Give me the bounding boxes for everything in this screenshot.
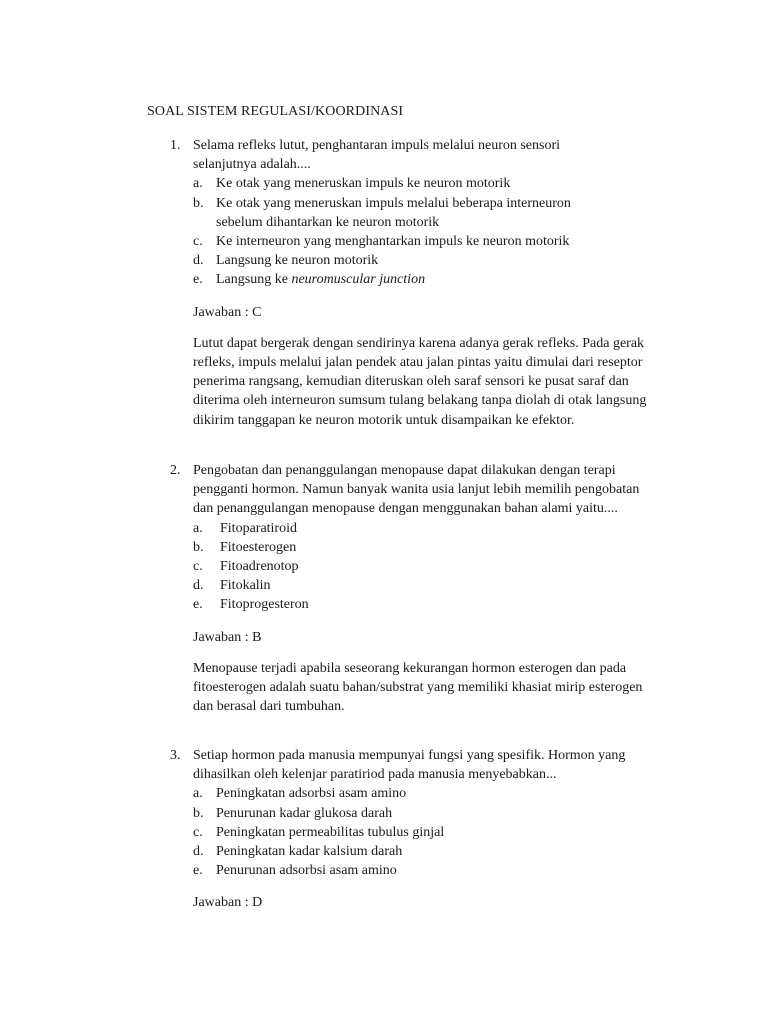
option-letter: c.: [193, 824, 203, 840]
option-letter: c.: [193, 234, 203, 250]
question-2: [170, 461, 670, 716]
explanation-text: Menopause terjadi apabila seseorang kekurangan hormon esterogen dan pada fitoesterogen adalah suatu bahan/substrat yang memiliki khasiat mirip esterogen dan berasal dari tumbuhan.: [193, 660, 643, 715]
question-3: [170, 746, 670, 913]
option-c: [193, 232, 633, 251]
question-number: 3.: [170, 748, 181, 763]
option-b: [193, 538, 670, 557]
option-text: Penurunan adsorbsi asam amino: [216, 863, 397, 879]
option-letter: d.: [193, 253, 204, 269]
option-e: [193, 595, 670, 614]
option-c: [193, 557, 670, 576]
option-letter: b.: [193, 539, 204, 555]
answer-label: Jawaban : C: [193, 304, 262, 320]
option-d: [193, 842, 670, 861]
option-d: [193, 251, 633, 270]
option-b: [193, 194, 616, 232]
option-letter: e.: [193, 272, 203, 288]
option-letter: e.: [193, 863, 203, 879]
option-letter: b.: [193, 195, 204, 211]
question-text: Selama refleks lutut, penghantaran impuls melalui neuron sensori selanjutnya adalah....: [193, 138, 561, 173]
option-text: Penurunan kadar glukosa darah: [216, 805, 393, 821]
question-text: Setiap hormon pada manusia mempunyai fungsi yang spesifik. Hormon yang dihasilkan oleh kelenjar paratiriod pada manusia menyebabkan...: [193, 748, 626, 783]
option-a: [193, 174, 633, 193]
option-text: Peningkatan kadar kalsium darah: [216, 844, 403, 860]
option-text: Ke interneuron yang menghantarkan impuls ke neuron motorik: [216, 234, 570, 250]
option-text: Fitoadrenotop: [220, 559, 299, 575]
option-e: [193, 270, 633, 289]
option-letter: c.: [193, 559, 203, 575]
answer-label: Jawaban : B: [193, 629, 262, 645]
question-number: 1.: [170, 138, 181, 153]
option-text: Ke otak yang meneruskan impuls melalui beberapa interneuron sebelum dihantarkan ke neuron motorik: [216, 195, 571, 230]
option-text: Peningkatan permeabilitas tubulus ginjal: [216, 824, 445, 840]
options-list: [193, 174, 633, 289]
option-letter: a.: [193, 786, 203, 802]
question-text: Pengobatan dan penanggulangan menopause dapat dilakukan dengan terapi pengganti hormon. Namun banyak wanita usia lanjut lebih memilih pengobatan dan penanggulangan menopause dengan menggunakan bahan alami yaitu....: [193, 463, 640, 517]
option-d: [193, 576, 670, 595]
answer-label: Jawaban : D: [193, 895, 263, 911]
option-e: [193, 861, 670, 880]
option-text: Langsung ke neuron motorik: [216, 253, 379, 269]
option-text: Ke otak yang meneruskan impuls ke neuron motorik: [216, 176, 511, 192]
option-letter: d.: [193, 844, 204, 860]
options-list: [193, 784, 670, 880]
option-text: Fitoesterogen: [220, 539, 297, 555]
option-b: [193, 804, 670, 823]
option-letter: d.: [193, 578, 204, 594]
option-text-prefix: Langsung ke: [216, 272, 292, 288]
option-text-italic: neuromuscular junction: [291, 272, 426, 288]
option-letter: a.: [193, 176, 203, 192]
option-letter: a.: [193, 520, 203, 536]
options-list: [193, 519, 670, 615]
question-body: [193, 136, 670, 430]
question-1: [170, 136, 670, 430]
option-a: [193, 784, 670, 803]
question-body: [193, 461, 670, 716]
option-text: Peningkatan adsorbsi asam amino: [216, 786, 407, 802]
option-a: [193, 519, 670, 538]
option-letter: b.: [193, 805, 204, 821]
option-letter: e.: [193, 597, 203, 613]
option-c: [193, 823, 670, 842]
explanation-text: Lutut dapat bergerak dengan sendirinya karena adanya gerak refleks. Pada gerak refleks, impuls melalui jalan pendek atau jalan pintas yaitu dimulai dari reseptor penerima rangsang, kemudian diteruskan oleh saraf sensori ke pusat saraf dan diterima oleh interneuron sumsum tulang belakang tanpa diolah di otak langsung dikirim tanggapan ke neuron motorik untuk disampaikan ke efektor.: [193, 335, 647, 428]
option-text: Fitoparatiroid: [220, 520, 297, 536]
document-title: SOAL SISTEM REGULASI/KOORDINASI: [147, 104, 404, 119]
question-number: 2.: [170, 463, 181, 478]
option-text: Fitoprogesteron: [220, 597, 309, 613]
question-body: [193, 746, 670, 913]
option-text: Fitokalin: [220, 578, 271, 594]
